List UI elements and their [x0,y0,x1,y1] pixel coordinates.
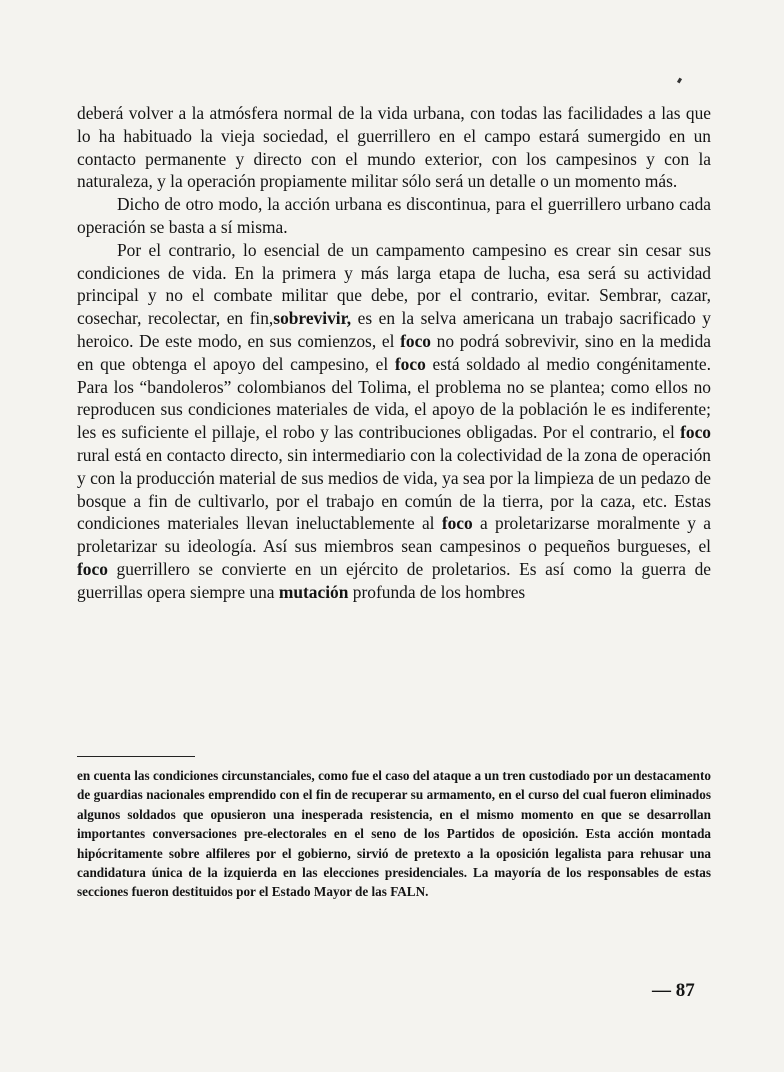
p3-bold-foco-2: foco [394,353,426,374]
p1-text: deberá volver a la atmósfera normal de la vida urbana, con todas las facilidades a las que lo ha habituado la vieja sociedad, el guerrillero en el campo estará sumergido en un contacto permanente y directo con el mundo exterior, con los campesinos y con la naturaleza, y la operación propiamente militar sólo será un detalle o un momento más. [77,103,711,192]
p3-text-2: es en la selva americana un trabajo sacrificado y heroico. De este modo, en sus comienzos, el [77,308,711,351]
p3-bold-foco-1: foco [400,330,431,351]
p3-text-7: guerrillero se convierte en un ejército de proletarios. Es así como la guerra de guerrillas opera siempre una [77,558,711,602]
footnote: en cuenta las condiciones circunstanciales, como fue el caso del ataque a un tren custodiado por un destacamento de guardias nacionales emprendido con el fin de recuperar su armamento, en el curso del cual fueron eliminados algunos soldados que opusieron una inesperada resistencia, en el mismo momento en que se desarrollan importantes conversaciones pre-electorales en el seno de los Partidos de oposición. Esta acción montada hipócritamente sobre alfileres por el gobierno, sirvió de pretexto a la oposición legalista para rehusar una candidatura única de la izquierda en las elecciones presidenciales. La mayoría de los responsables de estas secciones fueron destituidos por el Estado Mayor de las FALN. [77,768,711,900]
p3-bold-foco-5: foco [77,558,108,579]
page-number: — 87 [652,980,695,1001]
p3-bold-foco-4: foco [441,513,473,534]
p3-text-8: profunda de los hombres [348,581,526,602]
p3-bold-sobrevivir: sobrevivir, [273,308,352,329]
ink-speck [677,78,682,84]
paragraph-3 [77,239,711,604]
p2-text: Dicho de otro modo, la acción urbana es discontinua, para el guerrillero urbano cada operación se basta a sí misma. [77,194,711,237]
p3-bold-mutacion: mutación [278,581,349,602]
p3-text-3: no podrá sobrevivir, sino en la medida en que obtenga el apoyo del campesino, el [77,330,711,374]
p3-text-5: rural está en contacto directo, sin intermediario con la colectividad de la zona de operación y con la producción material de sus medios de vida, ya sea por la limpieza de un pedazo de bosque a fin de cultivarlo, por el trabajo en común de la tierra, por la caza, etc. Estas condiciones materiales llevan ineluctablemente al [77,444,711,534]
p3-bold-foco-3: foco [680,422,711,443]
footnote-divider [77,756,195,757]
p3-text-6: a proletarizarse moralmente y a proletarizar su ideología. Así sus miembros sean campesinos o pequeños burgueses, el [77,513,711,557]
main-text [77,102,711,604]
paragraph-2 [77,193,711,239]
paragraph-1 [77,102,711,193]
p3-text-4: está soldado al medio congénitamente. Para los “bandoleros” colombianos del Tolima, el problema no se plantea; como ellos no reproducen sus condiciones materiales de vida, el apoyo de la población le es indiferente; les es suficiente el pillaje, el robo y las contribuciones obligadas. Por el contrario, el [77,353,711,443]
p3-text-1: Por el contrario, lo esencial de un campamento campesino es crear sin cesar sus condiciones de vida. En la primera y más larga etapa de lucha, esa será su actividad principal y no el combate militar que debe, por el contrario, evitar. Sembrar, cazar, cosechar, recolectar, en fin, [77,239,711,329]
